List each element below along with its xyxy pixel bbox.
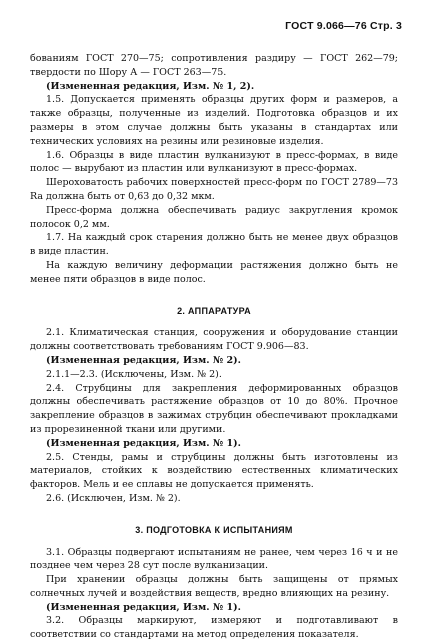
clause-2-5: 2.5. Стенды, рамы и струбцины должны быть изготовлены из материалов, стойких к воздействию естественных климатических факторов. Мель и ее сплавы не допускается применять. xyxy=(30,451,398,491)
clause-1-5: 1.5. Допускается применять образцы других форм и размеров, а также образцы, полученные из изделий. Подготовка образцов и их размеры в этом случае должны быть указаны в стандартах или технических условиях на резины или резиновые изделия. xyxy=(30,94,398,147)
deformation-paragraph: На каждую величину деформации растяжения должно быть не менее пяти образцов в виде полос. xyxy=(30,259,398,285)
section-title-apparatus: 2. АППАРАТУРА xyxy=(177,305,251,316)
storage-paragraph: При хранении образцы должны быть защищены от прямых солнечных лучей и воздействия веществ, вредно влияющих на резину. xyxy=(30,574,398,599)
press-form-paragraph: Пресс-форма должна обеспечивать радиус закругления кромок полосок 0,2 мм. xyxy=(30,204,398,230)
document-body xyxy=(30,52,398,642)
paragraph-continuation: бованиям ГОСТ 270—75; сопротивления раздиру — ГОСТ 262—79; твердости по Шору А — ГОСТ 263—75. xyxy=(30,53,398,78)
clause-1-6: 1.6. Образцы в виде пластин вулканизуют в пресс-формах, в виде полос — вырубают из пластин или вулканизуют в пресс-формах. xyxy=(30,149,398,175)
clause-1-7: 1.7. На каждый срок старения должно быть не менее двух образцов в виде пластин. xyxy=(30,232,398,258)
amendment-note: (Измененная редакция, Изм. № 1). xyxy=(46,437,241,449)
page-header: ГОСТ 9.066—76 Стр. 3 xyxy=(285,20,402,32)
clause-2-6: 2.6. (Исключен, Изм. № 2). xyxy=(46,492,181,504)
clause-3-1: 3.1. Образцы подвергают испытаниям не ранее, чем через 16 ч и не позднее чем через 28 сут после вулканизации. xyxy=(30,546,398,572)
amendment-note: (Измененная редакция, Изм. № 2). xyxy=(46,354,241,366)
amendment-note: (Измененная редакция, Изм. № 1, 2). xyxy=(46,80,255,92)
clause-2-1: 2.1. Климатическая станция, сооружения и оборудование станции должны соответствовать требованиям ГОСТ 9.906—83. xyxy=(30,327,398,353)
section-title-preparation: 3. ПОДГОТОВКА К ИСПЫТАНИЯМ xyxy=(135,524,293,535)
roughness-paragraph: Шероховатость рабочих поверхностей пресс-форм по ГОСТ 2789—73 Ra должна быть от 0,63 до 0,32 мкм. xyxy=(30,177,398,202)
clause-2-1-1-2-3: 2.1.1—2.3. (Исключены, Изм. № 2). xyxy=(46,368,222,380)
amendment-note: (Измененная редакция, Изм. № 1). xyxy=(46,601,241,613)
clause-2-4: 2.4. Струбцины для закрепления деформированных образцов должны обеспечивать растяжение образцов от 10 до 80%. Прочное закрепление образцов в зажимах струбцин обеспечивают прокладками из прорезиненной ткани или другими. xyxy=(30,382,398,435)
clause-3-2: 3.2. Образцы маркируют, измеряют и подготавливают в соответствии со стандартами на метод определения показателя. xyxy=(30,615,398,641)
